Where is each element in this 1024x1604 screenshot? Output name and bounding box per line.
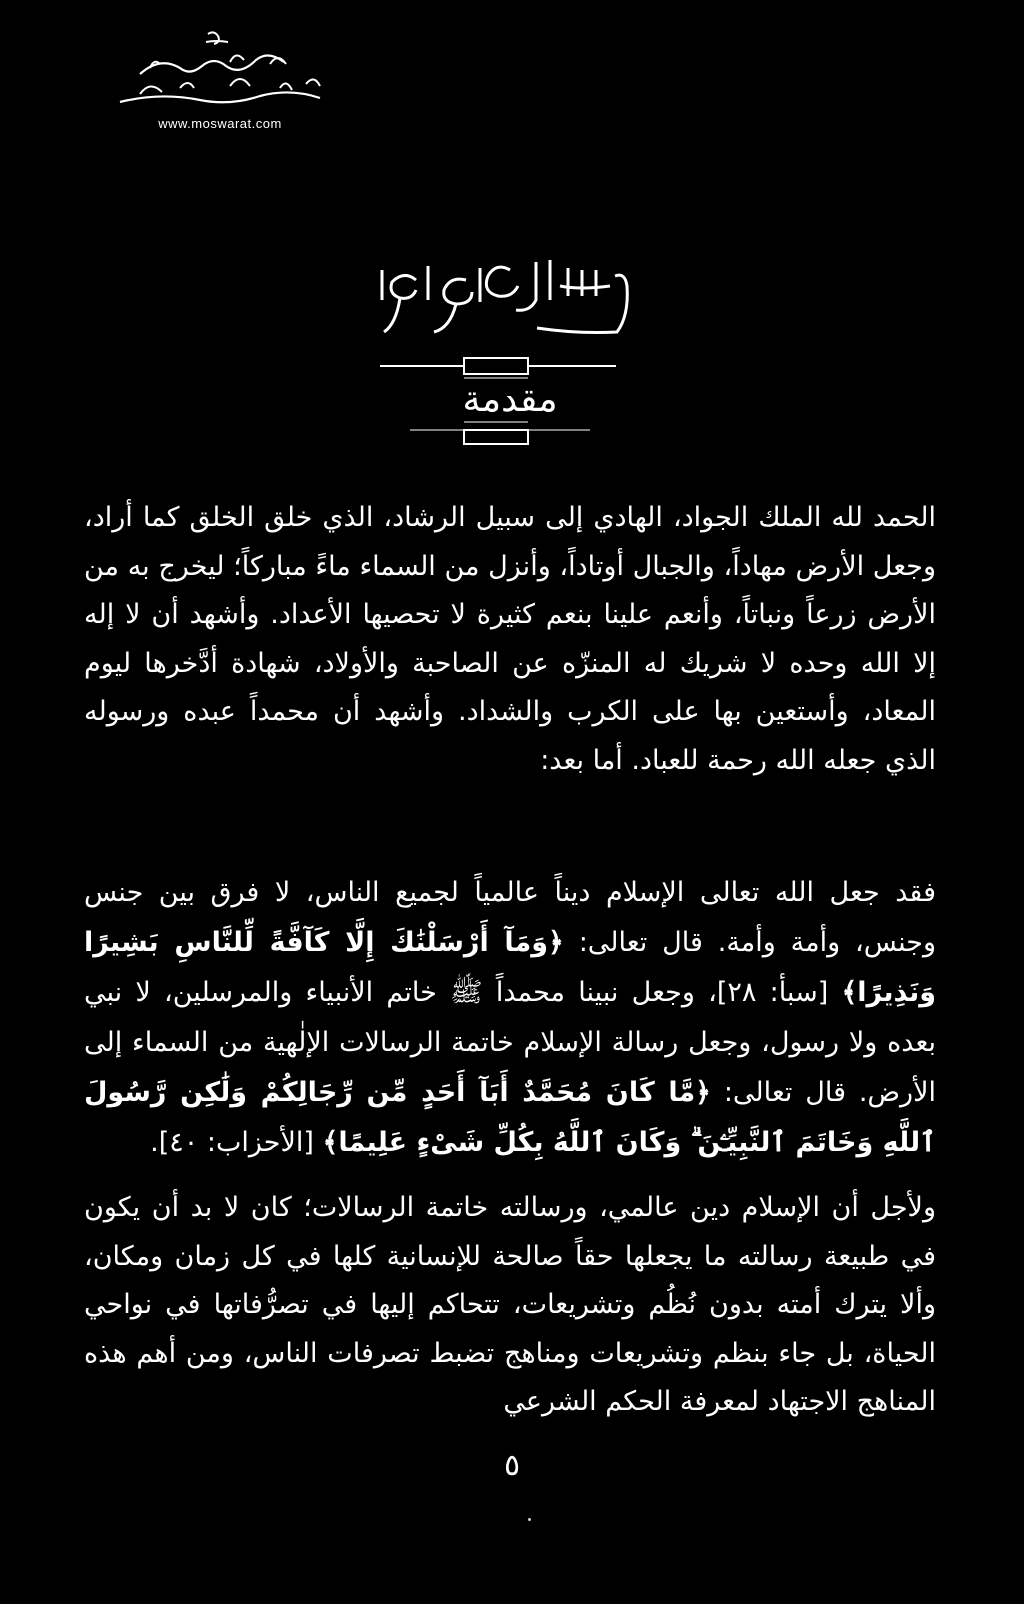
page-title: مقدمة: [462, 379, 558, 420]
scan-speck: [528, 1518, 531, 1521]
calligraphy-stamp-icon: [110, 28, 330, 118]
quran-verse-2: ﴿مَّا كَانَ مُحَمَّدٌ أَبَآ أَحَدٍ مِّن رِّجَالِكُمْ وَلَٰكِن رَّسُولَ ٱللَّهِ وَخَاتَمَ ٱلنَّبِيِّـۧنَ ۗ وَكَانَ ٱللَّهُ بِكُلِّ شَىْءٍ عَلِيمًا﴾: [84, 1077, 936, 1158]
basmala-icon: [360, 240, 660, 360]
quran-verse-1: ﴿وَمَآ أَرْسَلْنَٰكَ إِلَّا كَآفَّةً لِّلنَّاسِ بَشِيرًا وَنَذِيرًا﴾: [84, 927, 936, 1008]
basmala-calligraphy: [360, 240, 660, 360]
verse-ref-1: [سبأ: ٢٨]: [716, 977, 842, 1008]
paragraph-2: [84, 868, 936, 1168]
stamp-url: www.moswarat.com: [158, 116, 282, 131]
heading-frame: [380, 356, 640, 448]
paragraph-1: الحمد لله الملك الجواد، الهادي إلى سبيل الرشاد، الذي خلق الخلق كما أراد، وجعل الأرض مهاداً، والجبال أوتاداً، وأنزل من السماء ماءً مباركاً؛ ليخرج به من الأرض زرعاً ونباتاً، وأنعم علينا بنعم كثيرة لا تحصيها الأعداد. وأشهد أن لا إله إلا الله وحده لا شريك له المنزّه عن الصاحبة والأولاد، شهادة أدَّخرها ليوم المعاد، وأستعين بها على الكرب والشداد. وأشهد أن محمداً عبده ورسوله الذي جعله الله رحمة للعباد. أما بعد:: [84, 502, 936, 776]
page-number: ٥: [503, 1448, 521, 1483]
paragraph-3: ولأجل أن الإسلام دين عالمي، ورسالته خاتمة الرسالات؛ كان لا بد أن يكون في طبيعة رسالته ما يجعلها حقاً صالحة للإنسانية كلها في كل زمان ومكان، وألا يترك أمته بدون نُظُم وتشريعات، تتحاكم إليها في تصرُّفاتها في نواحي الحياة، بل جاء بنظم وتشريعات ومناهج تضبط تصرفات الناس، ومن أهم هذه المناهج الاجتهاد لمعرفة الحكم الشرعي: [84, 1192, 936, 1417]
paragraph-2-middle: ، وجعل نبينا محمداً ﷺ خاتم الأنبياء والمرسلين، لا نبي بعده ولا رسول، وجعل رسالة الإسلام خاتمة الرسالات الإلٰهية من السماء إلى الأرض. قال تعالى:: [84, 977, 936, 1108]
library-stamp: [110, 28, 330, 132]
verse-ref-2: [الأحزاب: ٤٠].: [150, 1127, 323, 1158]
paragraph-2-intro: فقد جعل الله تعالى الإسلام ديناً عالمياً لجميع الناس، لا فرق بين جنس وجنس، وأمة وأمة. قال تعالى:: [84, 877, 936, 958]
